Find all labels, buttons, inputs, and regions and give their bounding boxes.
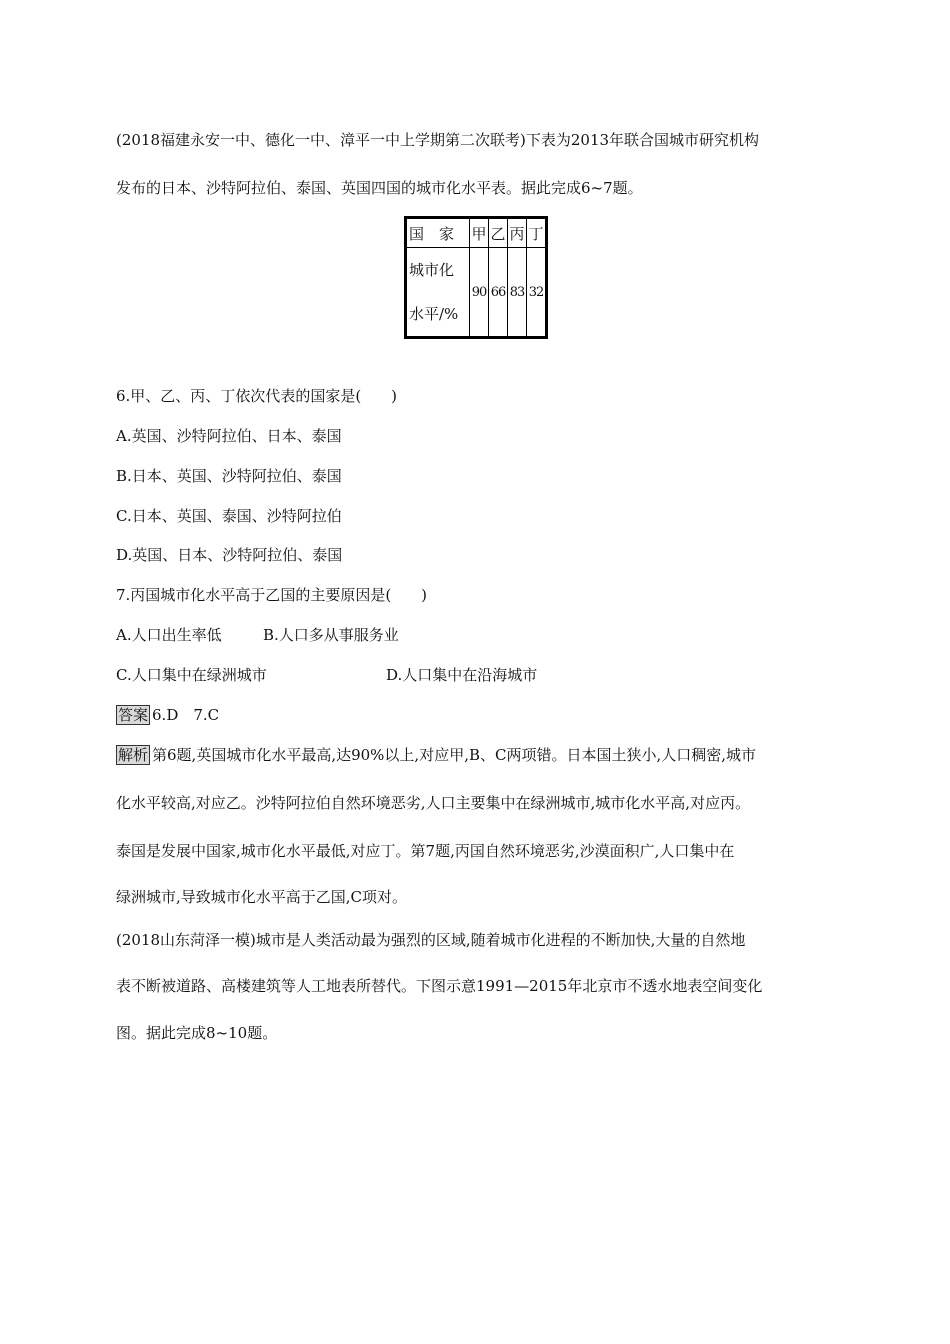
table-row — [406, 248, 547, 338]
intro2-line-3: 图。据此完成8~10题。 — [116, 1024, 278, 1042]
row-label-line2: 水平/% — [409, 305, 459, 323]
answer-line — [116, 705, 219, 725]
table-header-cell: 丁 — [527, 218, 547, 248]
table-header-cell: 乙 — [489, 218, 508, 248]
q6-option-b: B.日本、英国、沙特阿拉伯、泰国 — [116, 467, 342, 485]
table-header-row — [406, 218, 547, 248]
q6-option-c: C.日本、英国、泰国、沙特阿拉伯 — [116, 507, 342, 525]
intro2-line-2: 表不断被道路、高楼建筑等人工地表所替代。下图示意1991—2015年北京市不透水地表空间变化 — [116, 977, 763, 995]
answer-tag: 答案 — [118, 706, 149, 724]
intro2-line-1: (2018山东菏泽一模)城市是人类活动最为强烈的区域,随着城市化进程的不断加快,大量的自然地 — [116, 931, 746, 949]
analysis-line-2: 化水平较高,对应乙。沙特阿拉伯自然环境恶劣,人口主要集中在绿洲城市,城市化水平高,对应丙。 — [116, 794, 751, 812]
q7-option-d: D.人口集中在沿海城市 — [386, 666, 538, 684]
table-header-label: 国 家 — [406, 218, 470, 248]
q7-option-a: A.人口出生率低 — [116, 626, 222, 644]
q6-option-d: D.英国、日本、沙特阿拉伯、泰国 — [116, 546, 343, 564]
table-row-label — [406, 248, 470, 338]
q6-stem: 6.甲、乙、丙、丁依次代表的国家是( ) — [116, 387, 398, 405]
row-label-line1: 城市化 — [409, 261, 455, 279]
table-cell: 90 — [470, 248, 489, 338]
analysis-text-1: 第6题,英国城市化水平最高,达90%以上,对应甲,B、C两项错。日本国土狭小,人口稠密,城市 — [152, 746, 757, 764]
q6-option-a: A.英国、沙特阿拉伯、日本、泰国 — [116, 427, 342, 445]
q7-stem: 7.丙国城市化水平高于乙国的主要原因是( ) — [116, 586, 428, 604]
analysis-line-4: 绿洲城市,导致城市化水平高于乙国,C项对。 — [116, 888, 408, 906]
intro-line-1: (2018福建永安一中、德化一中、漳平一中上学期第二次联考)下表为2013年联合国城市研究机构 — [116, 131, 760, 149]
table-header-cell: 甲 — [470, 218, 489, 248]
table-cell: 32 — [527, 248, 547, 338]
answer-text: 6.D 7.C — [152, 706, 220, 724]
analysis-tag: 解析 — [118, 746, 149, 764]
intro-line-2: 发布的日本、沙特阿拉伯、泰国、英国四国的城市化水平表。据此完成6~7题。 — [116, 179, 643, 197]
analysis-line-3: 泰国是发展中国家,城市化水平最低,对应丁。第7题,丙国自然环境恶劣,沙漠面积广,人口集中在 — [116, 842, 735, 860]
analysis-line-1 — [116, 745, 756, 765]
table-cell: 66 — [489, 248, 508, 338]
q7-option-b: B.人口多从事服务业 — [263, 626, 399, 644]
urbanization-table — [404, 216, 548, 339]
table-cell: 83 — [508, 248, 527, 338]
q7-option-c: C.人口集中在绿洲城市 — [116, 666, 267, 684]
table-header-cell: 丙 — [508, 218, 527, 248]
